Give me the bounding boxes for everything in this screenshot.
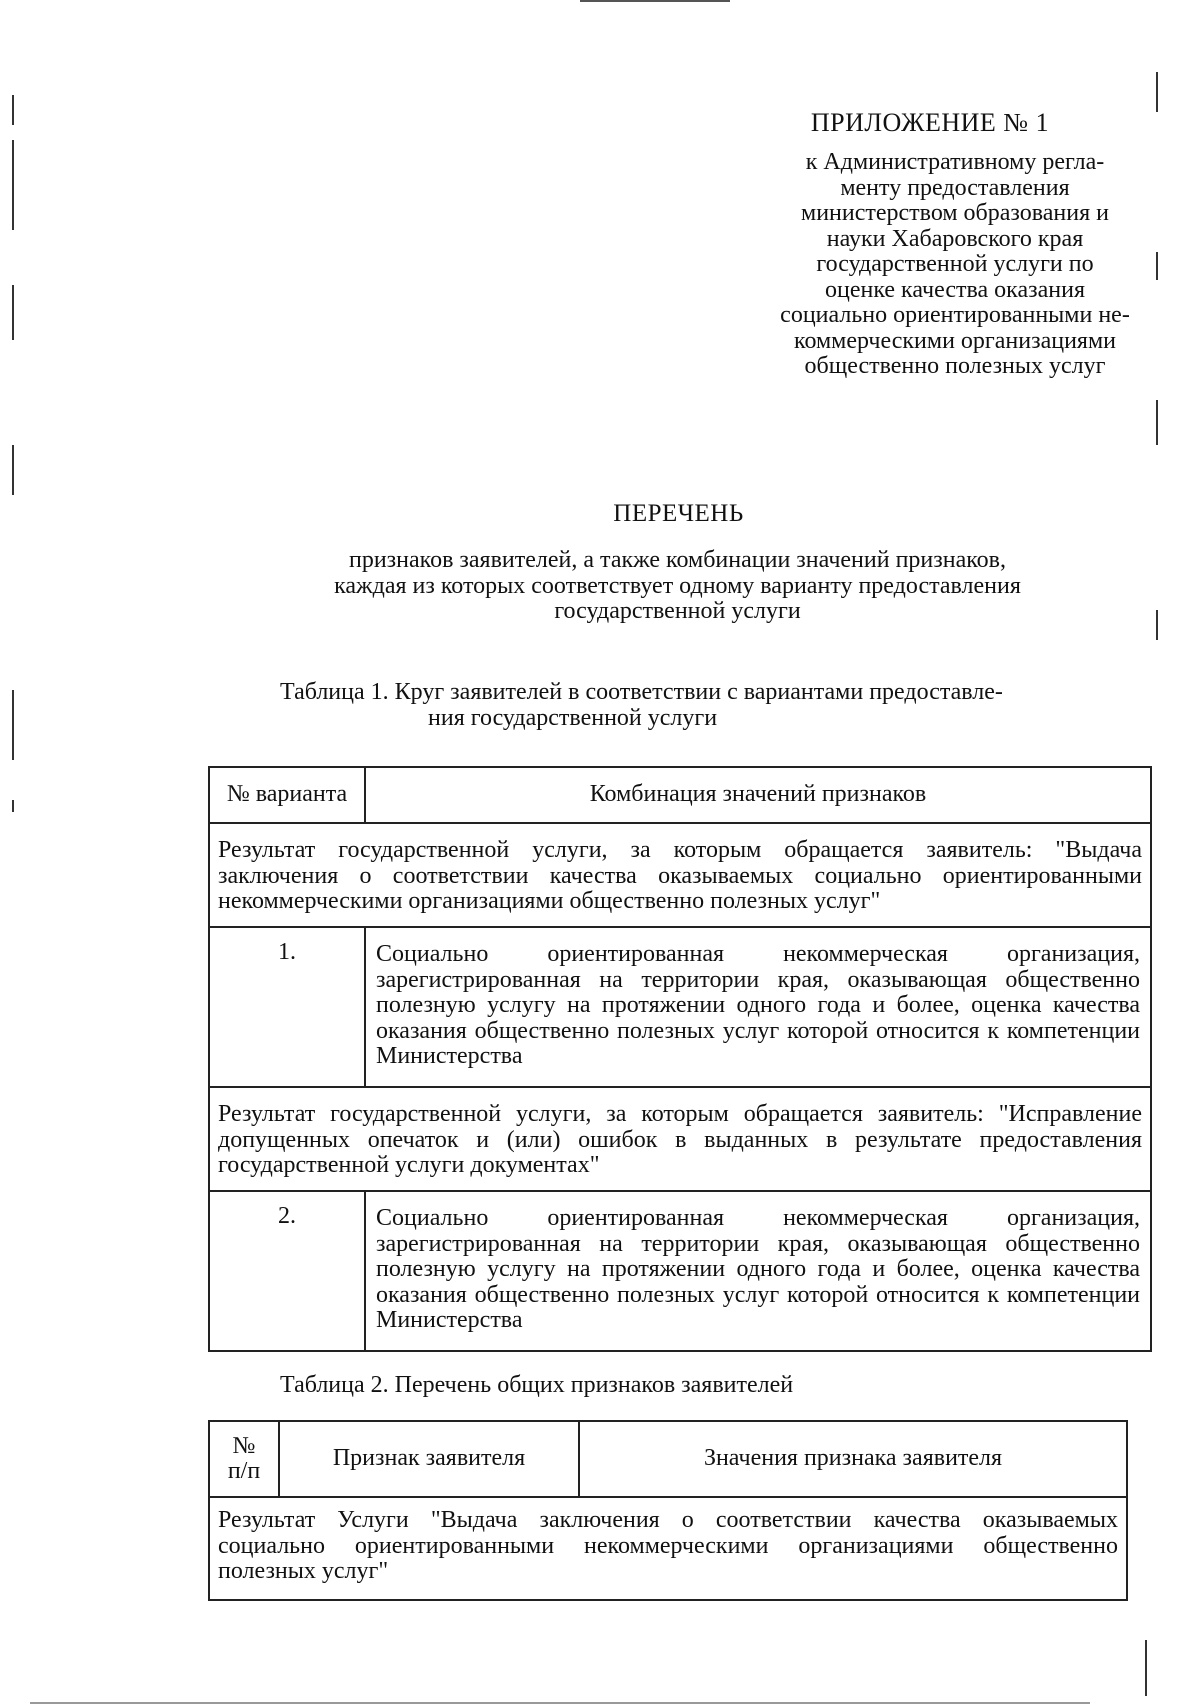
scan-mark [1156,610,1158,640]
result-cell: Результат государственной услуги, за которым обращается заявитель: "Выдача заключения о соответствии качества оказываемых социально ориентированными некоммерческими организациями общественно полезных услуг" [209,823,1151,927]
appendix-line: к Административному регла- [805,149,1105,175]
appendix-title: ПРИЛОЖЕНИЕ № 1 [810,108,1050,137]
appendix-line: коммерческими организациями [794,327,1116,354]
table1-caption-line: Таблица 1. Круг заявителей в соответствии с вариантами предоставле- [280,679,1003,705]
result-cell: Результат Услуги "Выдача заключения о соответствии качества оказываемых социально ориентированными некоммерческими организациями общественно полезных услуг" [209,1497,1127,1600]
table1-caption [280,680,1160,731]
table1-result-row [209,1087,1151,1191]
scan-mark [1156,252,1158,280]
appendix-line: государственной услуги по [816,251,1094,277]
table2-result-row [209,1497,1127,1600]
variant-description: Социально ориентированная некоммерческая организация, зарегистрированная на территории края, оказывающая общественно полезную услугу на протяжении одного года и более, оценка качества оказания общественно полезных услуг которой относится к компетенции Министерства [365,1191,1151,1351]
table1-variant-row [209,927,1151,1087]
table2 [208,1420,1128,1601]
document-title: ПЕРЕЧЕНЬ [613,500,744,527]
scan-mark [12,800,14,812]
appendix-line: оценке качества оказания [825,276,1085,303]
scan-mark [12,140,14,230]
appendix-reference [745,150,1165,380]
table1-caption-line: ния государственной услуги [428,704,718,731]
table1-result-row [209,823,1151,927]
variant-number: 2. [209,1191,365,1351]
variant-description: Социально ориентированная некоммерческая организация, зарегистрированная на территории края, оказывающая общественно полезную услугу на протяжении одного года и более, оценка качества оказания общественно полезных услуг которой относится к компетенции Министерства [365,927,1151,1087]
result-cell: Результат государственной услуги, за которым обращается заявитель: "Исправление допущенных опечаток и (или) ошибок в выданных в результате предоставления государственной услуги документах" [209,1087,1151,1191]
appendix-line: менту предоставления [840,174,1070,201]
column-header-number-line: № [232,1432,256,1459]
appendix-line: науки Хабаровского края [826,225,1084,252]
scan-mark [12,285,14,340]
subtitle-line: признаков заявителей, а также комбинации значений признаков, [348,547,1007,573]
subtitle-line: государственной услуги [554,598,801,624]
table2-caption: Таблица 2. Перечень общих признаков заявителей [280,1372,794,1398]
column-header-combination: Комбинация значений признаков [365,767,1151,823]
column-header-variant-no: № варианта [209,767,365,823]
column-header-value: Значения признака заявителя [579,1421,1127,1497]
scan-mark [30,1702,1090,1704]
subtitle-line: каждая из которых соответствует одному варианту предоставления [334,572,1021,599]
scan-mark [1156,400,1158,445]
column-header-feature: Признак заявителя [279,1421,579,1497]
table1 [208,766,1152,1352]
table2-header-row [209,1421,1127,1497]
table1-header-row [209,767,1151,823]
scan-mark [12,690,14,760]
appendix-line: министерством образования и [801,200,1109,226]
variant-number: 1. [209,927,365,1087]
appendix-line: социально ориентированными не- [780,302,1130,328]
scan-mark [1156,72,1158,112]
table1-variant-row [209,1191,1151,1351]
scan-mark [12,445,14,495]
scan-mark [580,0,730,2]
document-subtitle [200,548,1155,625]
appendix-line: общественно полезных услуг [804,353,1106,379]
column-header-number [209,1421,279,1497]
scan-mark [12,95,14,125]
scan-mark [1145,1640,1147,1696]
column-header-number-line: п/п [227,1458,261,1484]
